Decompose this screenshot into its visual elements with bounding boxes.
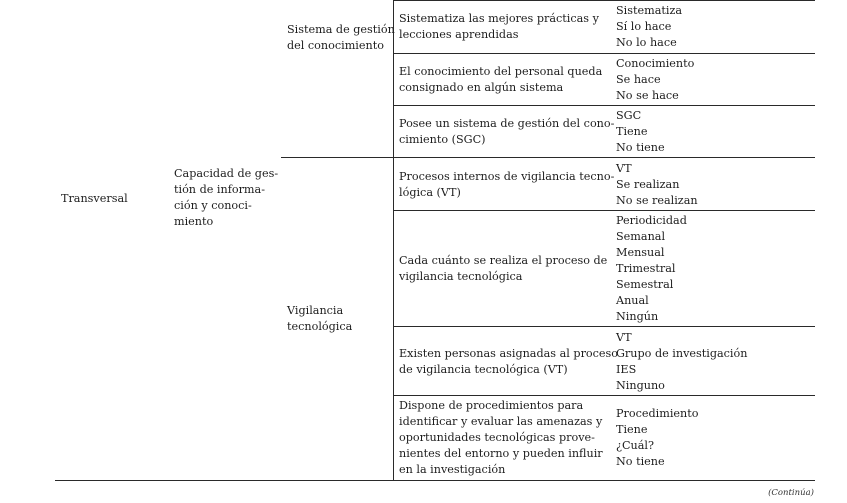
option-item: No se realizan bbox=[616, 194, 698, 207]
question-line: nientes del entorno y pueden influir bbox=[399, 447, 603, 460]
subcategory-tech-watch bbox=[287, 303, 352, 335]
option-item: Anual bbox=[616, 294, 649, 307]
subcategory-line: del conocimiento bbox=[287, 39, 384, 52]
capacity-line: ción y conoci- bbox=[174, 199, 252, 212]
option-item: Trimestral bbox=[616, 262, 676, 275]
question-cell bbox=[399, 169, 614, 201]
option-item: Se hace bbox=[616, 73, 661, 86]
question-line: vigilancia tecnológica bbox=[399, 270, 523, 283]
subcategory-line: Vigilancia bbox=[287, 304, 344, 317]
option-item: No tiene bbox=[616, 141, 665, 154]
column-divider bbox=[393, 0, 394, 480]
question-line: cimiento (SGC) bbox=[399, 133, 486, 146]
question-line: Existen personas asignadas al proceso bbox=[399, 347, 619, 360]
row-rule bbox=[393, 210, 815, 211]
question-cell bbox=[399, 346, 618, 378]
question-line: El conocimiento del personal queda bbox=[399, 65, 603, 78]
options-cell bbox=[616, 108, 665, 156]
option-item: Ninguno bbox=[616, 379, 665, 392]
question-line: Posee un sistema de gestión del cono- bbox=[399, 117, 615, 130]
option-item: No tiene bbox=[616, 455, 665, 468]
subgroup-rule bbox=[281, 157, 815, 158]
option-item: Tiene bbox=[616, 125, 648, 138]
question-cell bbox=[399, 116, 614, 148]
option-item: No lo hace bbox=[616, 36, 677, 49]
question-cell bbox=[399, 11, 599, 43]
subcategory-knowledge-management bbox=[287, 22, 395, 54]
option-item: Semanal bbox=[616, 230, 666, 243]
capacity-line: tión de informa- bbox=[174, 183, 265, 196]
option-item: VT bbox=[616, 331, 632, 344]
capacity-line: Capacidad de ges- bbox=[174, 167, 279, 180]
capacity-line: miento bbox=[174, 215, 214, 228]
option-item: Sistematiza bbox=[616, 4, 683, 17]
subcategory-line: tecnológica bbox=[287, 320, 353, 333]
row-rule bbox=[393, 53, 815, 54]
question-line: de vigilancia tecnológica (VT) bbox=[399, 363, 568, 376]
question-line: lecciones aprendidas bbox=[399, 28, 519, 41]
option-item: Periodicidad bbox=[616, 214, 687, 227]
option-item: Semestral bbox=[616, 278, 674, 291]
capacity-label bbox=[174, 166, 278, 230]
option-item: Procedimiento bbox=[616, 407, 699, 420]
option-item: Grupo de investigación bbox=[616, 347, 748, 360]
row-rule bbox=[393, 0, 815, 1]
option-item: IES bbox=[616, 363, 637, 376]
option-item: No se hace bbox=[616, 89, 679, 102]
option-item: SGC bbox=[616, 109, 642, 122]
question-cell bbox=[399, 253, 607, 285]
question-line: identificar y evaluar las amenazas y bbox=[399, 415, 603, 428]
option-item: Conocimiento bbox=[616, 57, 695, 70]
option-item: Mensual bbox=[616, 246, 665, 259]
options-cell bbox=[616, 213, 687, 325]
options-cell bbox=[616, 330, 747, 394]
question-cell bbox=[399, 64, 602, 96]
question-line: lógica (VT) bbox=[399, 186, 461, 199]
options-cell bbox=[616, 3, 682, 51]
option-item: ¿Cuál? bbox=[616, 439, 655, 452]
subcategory-line: Sistema de gestión bbox=[287, 23, 395, 36]
row-rule bbox=[393, 105, 815, 106]
option-item: Ningún bbox=[616, 310, 659, 323]
continued-note: (Continúa) bbox=[768, 488, 814, 498]
option-item: Sí lo hace bbox=[616, 20, 672, 33]
options-cell bbox=[616, 161, 698, 209]
question-line: Cada cuánto se realiza el proceso de bbox=[399, 254, 608, 267]
row-rule bbox=[393, 395, 815, 396]
option-item: Tiene bbox=[616, 423, 648, 436]
question-line: Sistematiza las mejores prácticas y bbox=[399, 12, 599, 25]
question-line: Dispone de procedimientos para bbox=[399, 399, 584, 412]
option-item: VT bbox=[616, 162, 632, 175]
question-line: consignado en algún sistema bbox=[399, 81, 564, 94]
question-line: oportunidades tecnológicas prove- bbox=[399, 431, 595, 444]
table-bottom-rule bbox=[55, 480, 815, 481]
option-item: Se realizan bbox=[616, 178, 680, 191]
question-cell bbox=[399, 398, 603, 478]
options-cell bbox=[616, 406, 698, 470]
question-line: en la investigación bbox=[399, 463, 506, 476]
options-cell bbox=[616, 56, 694, 104]
row-rule bbox=[393, 326, 815, 327]
question-line: Procesos internos de vigilancia tecno- bbox=[399, 170, 615, 183]
category-label: Transversal bbox=[61, 192, 128, 205]
